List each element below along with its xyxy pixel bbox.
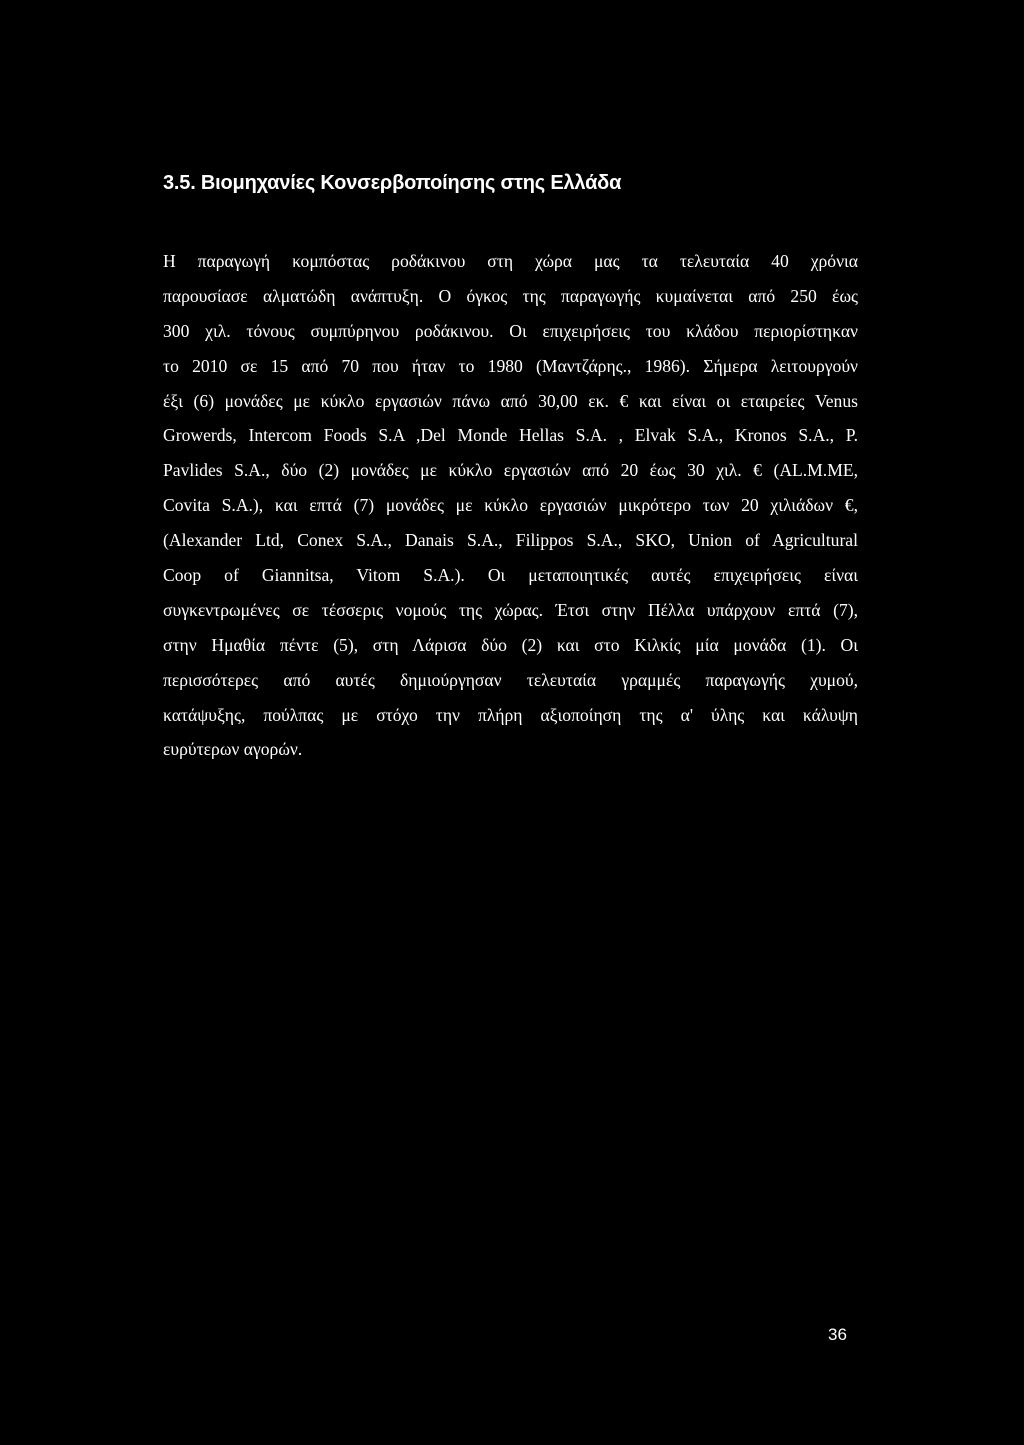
page-number: 36 — [828, 1325, 847, 1344]
paragraph-line: παρουσίασε αλματώδη ανάπτυξη. Ο όγκος της παραγωγής κυμαίνεται από 250 έως — [163, 285, 858, 306]
paragraph-line: Growerds, Intercom Foods S.A ,Del Monde Hellas S.A. , Elvak S.A., Kronos S.A., P. — [163, 425, 858, 446]
paragraph-line: το 2010 σε 15 από 70 που ήταν το 1980 (Μαντζάρης., 1986). Σήμερα λειτουργούν — [163, 355, 858, 376]
paragraph-line: κατάψυξης, πούλπας με στόχο την πλήρη αξιοποίηση της α' ύλης και κάλυψη — [163, 704, 858, 725]
paragraph-line: περισσότερες από αυτές δημιούργησαν τελευταία γραμμές παραγωγής χυμού, — [163, 669, 858, 690]
paragraph-line: στην Ημαθία πέντε (5), στη Λάρισα δύο (2) και στο Κιλκίς μία μονάδα (1). Οι — [163, 634, 858, 655]
paragraph-line: Coop of Giannitsa, Vitom S.A.). Οι μεταποιητικές αυτές επιχειρήσεις είναι — [163, 565, 858, 586]
paragraph-line: Η παραγωγή κομπόστας ροδάκινου στη χώρα μας τα τελευταία 40 χρόνια — [163, 251, 858, 271]
section-heading: 3.5. Βιομηχανίες Κονσερβοποίησης στης Ελλάδα — [163, 172, 622, 194]
body-paragraph — [163, 244, 858, 767]
paragraph-line: 300 χιλ. τόνους συμπύρηνου ροδάκινου. Οι επιχειρήσεις του κλάδου περιορίστηκαν — [163, 320, 858, 341]
paragraph-line: ευρύτερων αγορών. — [163, 739, 303, 760]
paragraph-line: έξι (6) μονάδες με κύκλο εργασιών πάνω από 30,00 εκ. € και είναι οι εταιρείες Venus — [163, 390, 858, 411]
paragraph-line: συγκεντρωμένες σε τέσσερις νομούς της χώρας. Έτσι στην Πέλλα υπάρχουν επτά (7), — [163, 599, 858, 620]
paragraph-line: Pavlides S.A., δύο (2) μονάδες με κύκλο εργασιών από 20 έως 30 χιλ. € (AL.M.ME, — [163, 460, 858, 481]
paragraph-line: (Alexander Ltd, Conex S.A., Danais S.A., Filippos S.A., SKO, Union of Agricultural — [163, 530, 858, 551]
paragraph-line: Covita S.A.), και επτά (7) μονάδες με κύκλο εργασιών μικρότερο των 20 χιλιάδων €, — [163, 495, 858, 516]
